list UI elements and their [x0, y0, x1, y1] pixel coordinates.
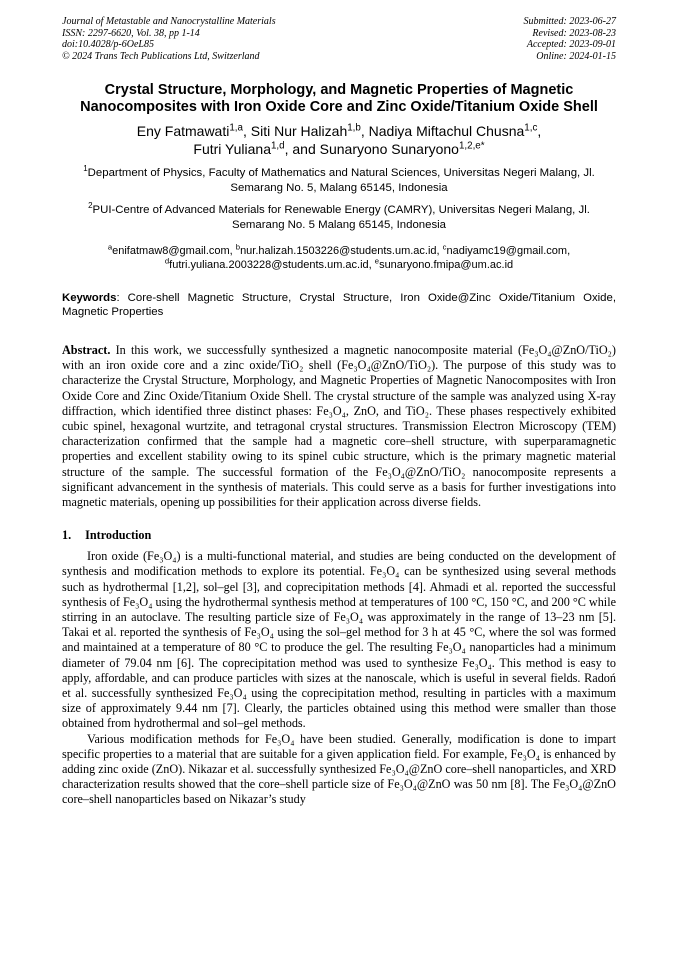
- email-mark: b: [235, 242, 241, 252]
- paper-title: Crystal Structure, Morphology, and Magnetic Properties of Magnetic Nanocomposites with Iron Oxide Core and Zinc Oxide/Titanium Oxide Shell: [80, 82, 598, 115]
- email-link[interactable]: nur.halizah.1503226@students.um.ac.id,: [240, 245, 443, 257]
- author-affiliation-mark: 1,d: [270, 140, 285, 152]
- abstract-text: In this work, we successfully synthesized a magnetic nanocomposite material (Fe₃O₄@ZnO/TiO₂) with an iron oxide core and a zinc oxide/TiO₂ shell (Fe₃O₄@ZnO/TiO₂). The purpose of this study was to characterize the Crystal Structure, Morphology, and Magnetic Properties of Magnetic Nanocomposites with Iron Oxide Core and Zinc Oxide/Titanium Oxide Shell. The crystal structure of the sample was analyzed using X-ray diffraction, which identified three distinct phases: Fe₃O₄, ZnO, and TiO₂. These phases respectively exhibited cubic spinel, hexagonal wurtzite, and tetragonal crystal structures. Transmission Electron Microscopy (TEM) characterization confirmed that the sample had a magnetic core–shell structure, with superparamagnetic properties and excellent stability owing to its spinel cubic structure, which is the primary magnetic material structure of the sample. The successful formation of the Fe₃O₄@ZnO/TiO₂ nanocomposite represents a significant advancement in the synthesis of materials. This could serve as a basis for further investigations into magnetic materials, opening up possibilities for their application across diverse fields.: [62, 343, 616, 510]
- author: [320, 141, 485, 157]
- section-heading: [62, 528, 616, 543]
- author-name: Siti Nur Halizah: [250, 123, 348, 139]
- author: [193, 141, 319, 157]
- affiliation-mark: 2: [88, 201, 93, 211]
- affiliation: [62, 203, 616, 232]
- journal-header: [62, 16, 616, 62]
- author: [251, 123, 369, 139]
- keywords-text: : Core-shell Magnetic Structure, Crystal Structure, Iron Oxide@Zinc Oxide/Titanium Oxide, Magnetic Properties: [62, 292, 616, 318]
- author-affiliation-mark: 1,b: [347, 122, 361, 134]
- keywords: [62, 291, 616, 319]
- date-revised: Revised: 2023-08-23: [532, 27, 616, 39]
- email-mark: e: [374, 256, 380, 266]
- email-mark: a: [107, 242, 113, 252]
- email-link[interactable]: nadiyamc19@gmail.com,: [446, 245, 571, 257]
- email-link[interactable]: sunaryono.fmipa@um.ac.id: [379, 259, 514, 271]
- author-separator: , and: [284, 141, 320, 157]
- body-paragraph: Various modification methods for Fe₃O₄ have been studied. Generally, modification is done to impart specific properties to a material that are suitable for a given application field. For example, Fe₃O₄ is enhanced by adding zinc oxide (ZnO). Nikazar et al. successfully synthesized Fe₃O₄@ZnO core–shell nanoparticles, and XRD characterization results showed that the core–shell particle size of Fe₃O₄@ZnO was 50 nm [8]. The Fe₃O₄@ZnO core–shell nanoparticles based on Nikazar’s study: [62, 731, 616, 807]
- email-mark: c: [442, 242, 447, 252]
- author-affiliation-mark: 1,2,e*: [458, 140, 485, 152]
- author-list: [62, 122, 616, 158]
- abstract: [62, 343, 616, 510]
- journal-name: Journal of Metastable and Nanocrystalline Materials: [62, 16, 276, 27]
- journal-info: [62, 16, 276, 62]
- email-list: [62, 244, 616, 272]
- journal-issn: ISSN: 2297-6620, Vol. 38, pp 1-14: [62, 27, 200, 39]
- section-number: 1.: [62, 528, 72, 543]
- section-title: Introduction: [85, 528, 152, 543]
- affiliation-text: PUI-Centre of Advanced Materials for Renewable Energy (CAMRY), Universitas Negeri Malang, Jl. Semarang No. 5 Malang 65145, Indonesia: [92, 204, 590, 231]
- body-paragraph: Iron oxide (Fe₃O₄) is a multi-functional material, and studies are being conducted on the development of synthesis and modification methods to explore its potential. Fe₃O₄ can be synthesized using several methods such as hydrothermal [1,2], sol–gel [3], and coprecipitation methods [4]. Ahmadi et al. reported the successful synthesis of Fe₃O₄ using the hydrothermal synthesis method at temperatures of 100 °C, 150 °C, and 200 °C while stirring in an autoclave. The resulting particle size of Fe₃O₄ was approximately in the range of 13–23 nm [5]. Takai et al. reported the synthesis of Fe₃O₄ using the sol–gel method for 3 h at 45 °C, where the sol was formed and maintained at a temperature of 80 °C to produce the gel. The resulting Fe₃O₄ nanoparticles had a minimum diameter of 79.04 nm [6]. The coprecipitation method was used to synthesize Fe₃O₄. This method is easy to apply, affordable, and can produce particles with sizes at the nanoscale, which is useful in several fields. Radoń et al. successfully synthesized Fe₃O₄ using the coprecipitation method, resulting in particles with a maximum size of approximately 9.44 nm [7]. Clearly, the particles obtained using this method were smaller than those obtained from hydrothermal and sol–gel methods.: [62, 549, 616, 731]
- author-name: Nadiya Miftachul Chusna: [368, 123, 525, 139]
- keywords-label: Keywords: [62, 292, 117, 304]
- affiliation-text: Department of Physics, Faculty of Mathematics and Natural Sciences, Universitas Negeri Malang, Jl. Semarang No. 5, Malang 65145, Indonesia: [87, 167, 595, 194]
- affiliation-mark: 1: [83, 164, 88, 174]
- email-link[interactable]: enifatmaw8@gmail.com,: [112, 245, 236, 257]
- author: [369, 123, 542, 139]
- author-separator: ,: [537, 123, 542, 139]
- author: [137, 123, 251, 139]
- article-dates: [524, 16, 617, 62]
- affiliation: [62, 166, 616, 195]
- journal-doi: doi:10.4028/p-6OeL85: [62, 39, 154, 50]
- abstract-label: Abstract.: [62, 343, 111, 357]
- date-online: Online: 2024-01-15: [536, 50, 616, 62]
- author-name: Futri Yuliana: [193, 141, 271, 157]
- journal-copyright: © 2024 Trans Tech Publications Ltd, Switzerland: [62, 50, 260, 62]
- author-separator: ,: [360, 123, 369, 139]
- date-submitted: Submitted: 2023-06-27: [523, 16, 616, 27]
- author-affiliation-mark: 1,a: [229, 122, 243, 134]
- author-name: Eny Fatmawati: [136, 123, 230, 139]
- author-affiliation-mark: 1,c: [524, 122, 538, 134]
- author-name: Sunaryono Sunaryono: [319, 141, 459, 157]
- email-mark: d: [164, 256, 170, 266]
- date-accepted: Accepted: 2023-09-01: [526, 39, 616, 50]
- author-separator: ,: [242, 123, 251, 139]
- email-link[interactable]: futri.yuliana.2003228@students.um.ac.id,: [169, 259, 375, 271]
